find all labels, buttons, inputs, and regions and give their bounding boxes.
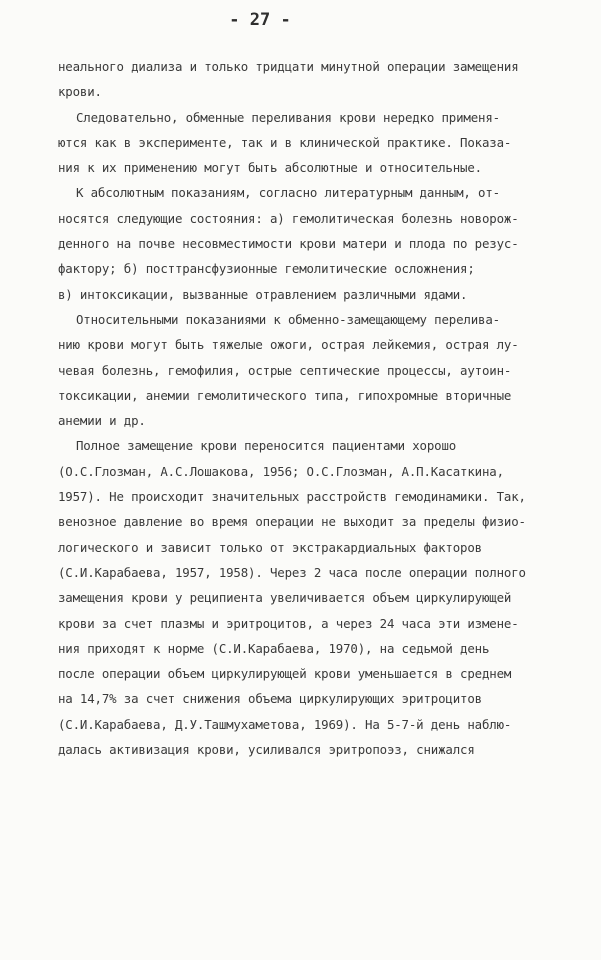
text-line: крови.	[58, 84, 102, 100]
text-line: токсикации, анемии гемолитического типа, гипохромные вторичные	[58, 387, 512, 403]
text-line: ния к их применению могут быть абсолютные и относительные.	[58, 160, 482, 176]
text-line: на 14,7% за счет снижения объема циркулирующих эритроцитов	[58, 691, 482, 707]
text-line: носятся следующие состояния: а) гемолитическая болезнь новорож-	[58, 210, 519, 226]
text-line: ются как в эксперименте, так и в клинической практике. Показа-	[58, 134, 512, 150]
text-line: 1957). Не происходит значительных расстройств гемодинамики. Так,	[58, 489, 526, 505]
text-line: далась активизация крови, усиливался эритропоэз, снижался	[58, 742, 475, 758]
paragraph	[58, 180, 563, 306]
text-line: замещения крови у реципиента увеличивается объем циркулирующей	[58, 590, 512, 606]
paragraph	[58, 433, 563, 762]
text-line: ния приходят к норме (С.И.Карабаева, 1970), на седьмой день	[58, 640, 490, 656]
text-line: нию крови могут быть тяжелые ожоги, острая лейкемия, острая лу-	[58, 337, 519, 353]
paragraph	[58, 54, 563, 105]
text-line: неального диализа и только тридцати минутной операции замещения	[58, 59, 519, 74]
paragraph	[58, 307, 563, 433]
text-line: после операции объем циркулирующей крови уменьшается в среднем	[58, 666, 512, 682]
page-number: - 27 -	[229, 10, 291, 30]
text-line: Относительными показаниями к обменно-замещающему переливa-	[76, 311, 500, 327]
text-line: денного на почве несовместимости крови матери и плода по резус-	[58, 236, 519, 252]
text-line: (С.И.Карабаева, Д.У.Ташмухаметова, 1969). На 5-7-й день наблю-	[58, 716, 512, 732]
text-line: логического и зависит только от экстракардиальных факторов	[58, 539, 482, 555]
text-line: в) интоксикации, вызванные отравлением различными ядами.	[58, 286, 468, 302]
text-line: (О.С.Глозман, А.С.Лошакова, 1956; О.С.Глозман, А.П.Касаткина,	[58, 463, 504, 479]
paragraph	[58, 105, 563, 181]
text-line: анемии и др.	[58, 413, 146, 429]
text-line: венозное давление во время операции не выходит за пределы физио-	[58, 514, 526, 530]
body-text	[58, 54, 563, 762]
text-line: чевая болезнь, гемофилия, острые септические процессы, аутоин-	[58, 362, 512, 378]
text-line: фактору; б) посттрансфузионные гемолитические осложнения;	[58, 261, 475, 277]
text-line: К абсолютным показаниям, согласно литературным данным, от-	[76, 185, 500, 201]
text-line: Полное замещение крови переносится пациентами хорошо	[76, 438, 457, 454]
text-line: (С.И.Карабаева, 1957, 1958). Через 2 часа после операции полного	[58, 564, 526, 580]
text-line: Следовательно, обменные переливания крови нередко применя-	[76, 109, 500, 125]
text-line: крови за счет плазмы и эритроцитов, а через 24 часа эти изменe-	[58, 615, 519, 631]
